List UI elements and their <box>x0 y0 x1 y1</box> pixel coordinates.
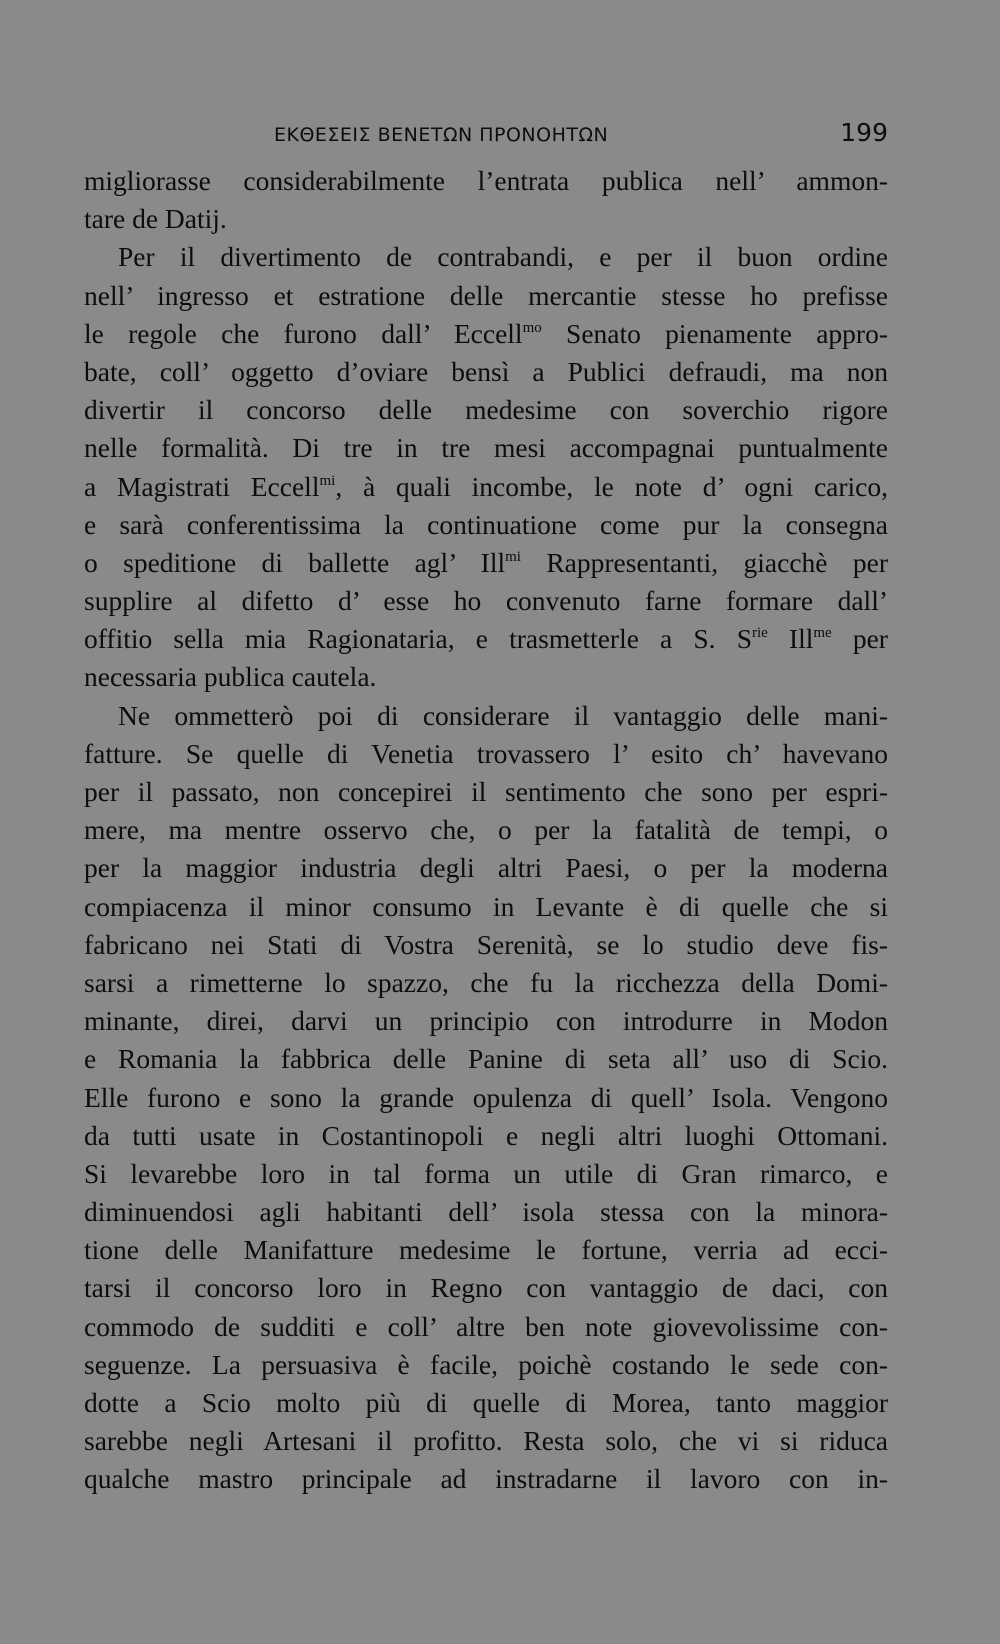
text-line <box>84 1422 888 1460</box>
text-line <box>84 1155 888 1193</box>
text-line <box>84 1231 888 1269</box>
text-segment: da tutti usate in Costantinopoli e negli altri luoghi Ottomani. <box>84 1119 888 1151</box>
text-line <box>84 1079 888 1117</box>
text-segment: e sarà conferentissima la continuatione come pur la consegna <box>84 508 888 540</box>
superscript-abbreviation: mi <box>319 472 336 489</box>
text-line <box>84 1193 888 1231</box>
text-line <box>84 888 888 926</box>
text-segment: Ne ommetterò poi di considerare il vantaggio delle mani- <box>118 699 888 731</box>
superscript-abbreviation: mi <box>505 548 521 565</box>
text-line <box>84 429 888 467</box>
text-segment: qualche mastro principale ad instradarne il lavoro con in- <box>84 1463 888 1495</box>
text-line <box>84 544 888 582</box>
text-segment: nelle formalità. Di tre in tre mesi accompagnai puntualmente <box>84 432 888 464</box>
text-segment: Per il divertimento de contrabandi, e per il buon ordine <box>118 241 888 273</box>
superscript-abbreviation: mo <box>522 319 542 336</box>
text-line <box>84 811 888 849</box>
text-segment: tione delle Manifatture medesime le fortune, verria ad ecci- <box>84 1234 888 1266</box>
text-line <box>84 391 888 429</box>
text-line <box>84 849 888 887</box>
running-title: ΕΚΘΕΣΕΙΣ ΒΕΝΕΤΩΝ ΠΡΟΝΟΗΤΩΝ <box>274 124 609 146</box>
text-segment: offitio sella mia Ragionataria, e trasmetterle a S. S <box>84 623 752 655</box>
text-segment: nell’ ingresso et estratione delle mercantie stesse ho prefisse <box>84 279 888 311</box>
text-segment: minante, direi, darvi un principio con introdurre in Modon <box>84 1005 888 1037</box>
text-segment: necessaria publica cautela. <box>84 661 377 693</box>
text-line <box>84 697 888 735</box>
text-segment: dotte a Scio molto più di quelle di Morea, tanto maggior <box>84 1387 888 1418</box>
text-segment: migliorasse considerabilmente l’entrata publica nell’ ammon- <box>84 165 888 196</box>
text-segment: mere, ma mentre osservo che, o per la fatalità de tempi, o <box>84 814 888 846</box>
superscript-abbreviation: rie <box>751 625 768 642</box>
text-segment: Elle furono e sono la grande opulenza di quell’ Isola. Vengono <box>84 1081 888 1113</box>
text-line <box>84 1040 888 1078</box>
text-segment: Si levarebbe loro in tal forma un utile di Gran rimarco, e <box>84 1157 888 1189</box>
text-line <box>84 277 888 315</box>
text-segment: compiacenza il minor consumo in Levante è di quelle che si <box>84 890 888 922</box>
text-line <box>84 658 888 696</box>
text-line <box>84 1002 888 1040</box>
text-line <box>84 468 888 506</box>
text-line <box>84 162 888 200</box>
page-number: 199 <box>840 118 888 147</box>
text-line <box>84 773 888 811</box>
text-segment: e Romania la fabbrica delle Panine di seta all’ uso di Scio. <box>84 1043 888 1075</box>
text-segment: tare de Datij. <box>84 203 227 235</box>
text-segment: per il passato, non concepirei il sentimento che sono per espri- <box>84 776 888 807</box>
book-page <box>84 118 888 1499</box>
text-line <box>84 964 888 1002</box>
text-line <box>84 1308 888 1346</box>
text-line <box>84 735 888 773</box>
text-segment: commodo de sudditi e coll’ altre ben note giovevolissime con- <box>84 1310 888 1342</box>
text-line <box>84 1384 888 1422</box>
text-segment: tarsi il concorso loro in Regno con vantaggio de daci, con <box>84 1272 888 1304</box>
text-line <box>84 1269 888 1307</box>
text-line <box>84 315 888 353</box>
text-segment: Senato pienamente appro- <box>541 317 888 349</box>
text-line <box>84 506 888 544</box>
text-segment: a Magistrati Eccell <box>84 470 320 502</box>
superscript-abbreviation: me <box>813 625 832 642</box>
text-line <box>84 238 888 276</box>
text-segment: seguenze. La persuasiva è facile, poichè costando le sede con- <box>84 1348 888 1380</box>
text-segment: le regole che furono dall’ Eccell <box>84 317 523 349</box>
text-line <box>84 1346 888 1384</box>
text-segment: fatture. Se quelle di Venetia trovassero l’ esito ch’ havevano <box>84 737 888 769</box>
text-segment: o speditione di ballette agl’ Ill <box>84 546 506 578</box>
text-segment: per <box>831 623 888 655</box>
running-header <box>84 118 888 158</box>
text-line <box>84 620 888 658</box>
text-segment: sarsi a rimetterne lo spazzo, che fu la ricchezza della Domi- <box>84 966 888 998</box>
text-line <box>84 353 888 391</box>
text-segment: bate, coll’ oggetto d’oviare bensì a Publici defraudi, ma non <box>84 355 888 387</box>
text-segment: fabricano nei Stati di Vostra Serenità, se lo studio deve fis- <box>84 928 888 960</box>
text-segment: Ill <box>767 623 814 655</box>
text-segment: sarebbe negli Artesani il profitto. Resta solo, che vi si riduca <box>84 1425 888 1457</box>
text-segment: per la maggior industria degli altri Paesi, o per la moderna <box>84 852 888 884</box>
body-text <box>84 162 888 1499</box>
text-line <box>84 1117 888 1155</box>
text-line <box>84 1460 888 1498</box>
text-line <box>84 200 888 238</box>
text-segment: divertir il concorso delle medesime con soverchio rigore <box>84 394 888 426</box>
text-line <box>84 582 888 620</box>
text-segment: supplire al difetto d’ esse ho convenuto farne formare dall’ <box>84 585 888 617</box>
text-segment: , à quali incombe, le note d’ ogni carico, <box>335 470 889 502</box>
text-segment: diminuendosi agli habitanti dell’ isola stessa con la minora- <box>84 1196 888 1228</box>
text-segment: Rappresentanti, giacchè per <box>520 546 888 578</box>
text-line <box>84 926 888 964</box>
